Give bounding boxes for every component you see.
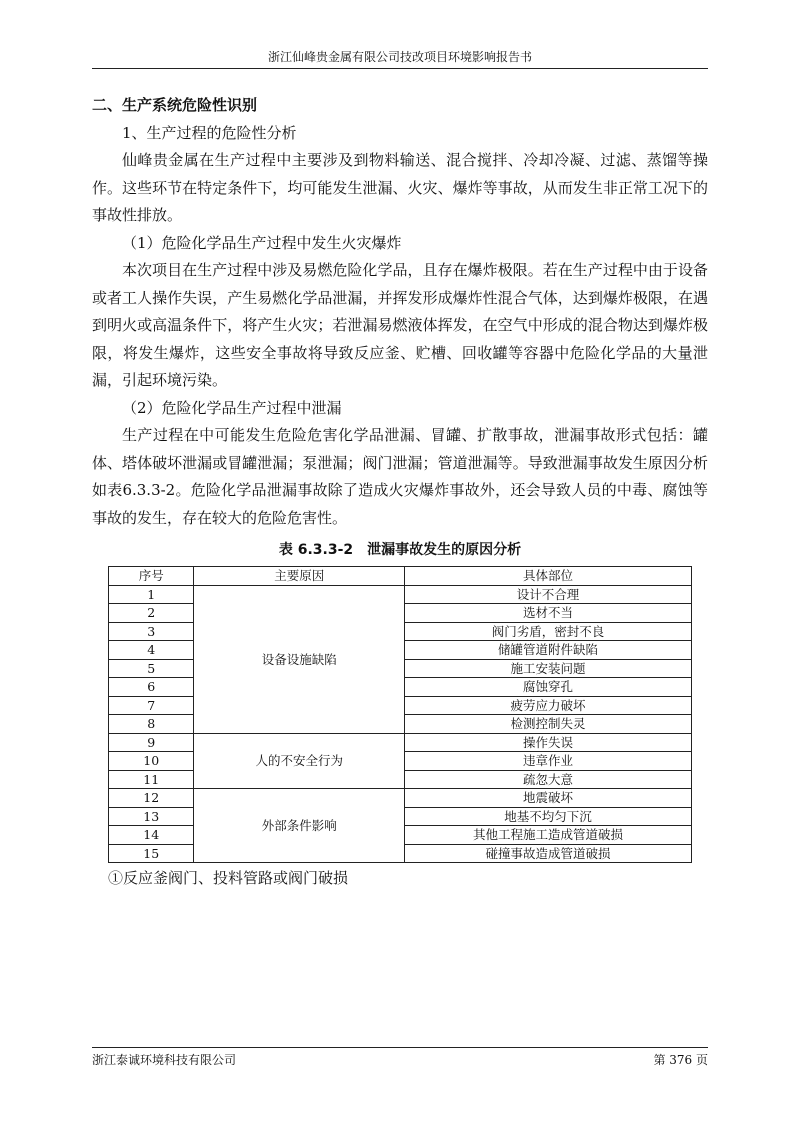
cell-no: 1 bbox=[109, 585, 194, 604]
cell-no: 6 bbox=[109, 678, 194, 697]
leak-cause-table bbox=[108, 566, 692, 863]
cell-no: 4 bbox=[109, 641, 194, 660]
cell-no: 9 bbox=[109, 733, 194, 752]
cell-part: 疏忽大意 bbox=[404, 770, 691, 789]
footer-company: 浙江泰诚环境科技有限公司 bbox=[92, 1053, 237, 1067]
cell-part: 检测控制失灵 bbox=[404, 715, 691, 734]
cell-no: 12 bbox=[109, 789, 194, 808]
cell-part: 腐蚀穿孔 bbox=[404, 678, 691, 697]
cell-no: 5 bbox=[109, 659, 194, 678]
cell-no: 11 bbox=[109, 770, 194, 789]
cell-part: 阀门劣盾，密封不良 bbox=[404, 622, 691, 641]
cell-no: 8 bbox=[109, 715, 194, 734]
cell-part: 疲劳应力破坏 bbox=[404, 696, 691, 715]
header-no: 序号 bbox=[109, 567, 194, 586]
header-cause: 主要原因 bbox=[194, 567, 405, 586]
cell-part: 设计不合理 bbox=[404, 585, 691, 604]
cell-no: 3 bbox=[109, 622, 194, 641]
cell-no: 2 bbox=[109, 604, 194, 623]
header-part: 具体部位 bbox=[404, 567, 691, 586]
cell-part: 违章作业 bbox=[404, 752, 691, 771]
table-caption: 表 6.3.3-2 泄漏事故发生的原因分析 bbox=[278, 542, 522, 558]
subsection-heading-3: （2）危险化学品生产过程中泄漏 bbox=[122, 398, 342, 417]
page-content bbox=[92, 92, 708, 893]
cell-part: 施工安装问题 bbox=[404, 659, 691, 678]
cell-part: 地震破坏 bbox=[404, 789, 691, 808]
cell-part: 选材不当 bbox=[404, 604, 691, 623]
after-table-text: ①反应釜阀门、投料管路或阀门破损 bbox=[108, 869, 349, 887]
footer-divider bbox=[92, 1047, 708, 1048]
footer-page-number: 第 376 页 bbox=[653, 1053, 708, 1067]
cell-part: 储罐管道附件缺陷 bbox=[404, 641, 691, 660]
subsection-heading-2: （1）危险化学品生产过程中发生火灾爆炸 bbox=[122, 233, 402, 252]
table-row bbox=[109, 585, 692, 604]
paragraph-3: 生产过程在中可能发生危险危害化学品泄漏、冒罐、扩散事故，泄漏事故形式包括：罐体、塔体破坏泄漏或冒罐泄漏；泵泄漏；阀门泄漏；管道泄漏等。导致泄漏事故发生原因分析如表6.3.3-2。危险化学品泄漏事故除了造成火灾爆炸事故外，还会导致人员的中毒、腐蚀等事故的发生，存在较大的危险危害性。 bbox=[92, 426, 708, 527]
cell-no: 14 bbox=[109, 826, 194, 845]
table-header-row bbox=[109, 567, 692, 586]
cell-cause: 设备设施缺陷 bbox=[194, 585, 405, 733]
cell-part: 其他工程施工造成管道破损 bbox=[404, 826, 691, 845]
cell-part: 碰撞事故造成管道破损 bbox=[404, 844, 691, 863]
cell-no: 10 bbox=[109, 752, 194, 771]
cell-cause: 人的不安全行为 bbox=[194, 733, 405, 789]
page-header: 浙江仙峰贵金属有限公司技改项目环境影响报告书 bbox=[92, 48, 708, 69]
cell-part: 操作失误 bbox=[404, 733, 691, 752]
cell-cause: 外部条件影响 bbox=[194, 789, 405, 863]
cell-no: 7 bbox=[109, 696, 194, 715]
cell-no: 13 bbox=[109, 807, 194, 826]
section-heading: 二、生产系统危险性识别 bbox=[92, 96, 258, 114]
paragraph-1: 仙峰贵金属在生产过程中主要涉及到物料输送、混合搅拌、冷却冷凝、过滤、蒸馏等操作。这些环节在特定条件下，均可能发生泄漏、火灾、爆炸等事故，从而发生非正常工况下的事故性排放。 bbox=[92, 151, 708, 224]
table-row bbox=[109, 789, 692, 808]
subsection-heading-1: 1、生产过程的危险性分析 bbox=[122, 123, 297, 142]
table-row bbox=[109, 733, 692, 752]
cell-part: 地基不均匀下沉 bbox=[404, 807, 691, 826]
table-body bbox=[109, 585, 692, 863]
paragraph-2: 本次项目在生产过程中涉及易燃危险化学品，且存在爆炸极限。若在生产过程中由于设备或者工人操作失误，产生易燃化学品泄漏，并挥发形成爆炸性混合气体，达到爆炸极限，在遇到明火或高温条件下，将产生火灾；若泄漏易燃液体挥发，在空气中形成的混合物达到爆炸极限，将发生爆炸，这些安全事故将导致反应釜、贮槽、回收罐等容器中危险化学品的大量泄漏，引起环境污染。 bbox=[92, 261, 708, 389]
cell-no: 15 bbox=[109, 844, 194, 863]
